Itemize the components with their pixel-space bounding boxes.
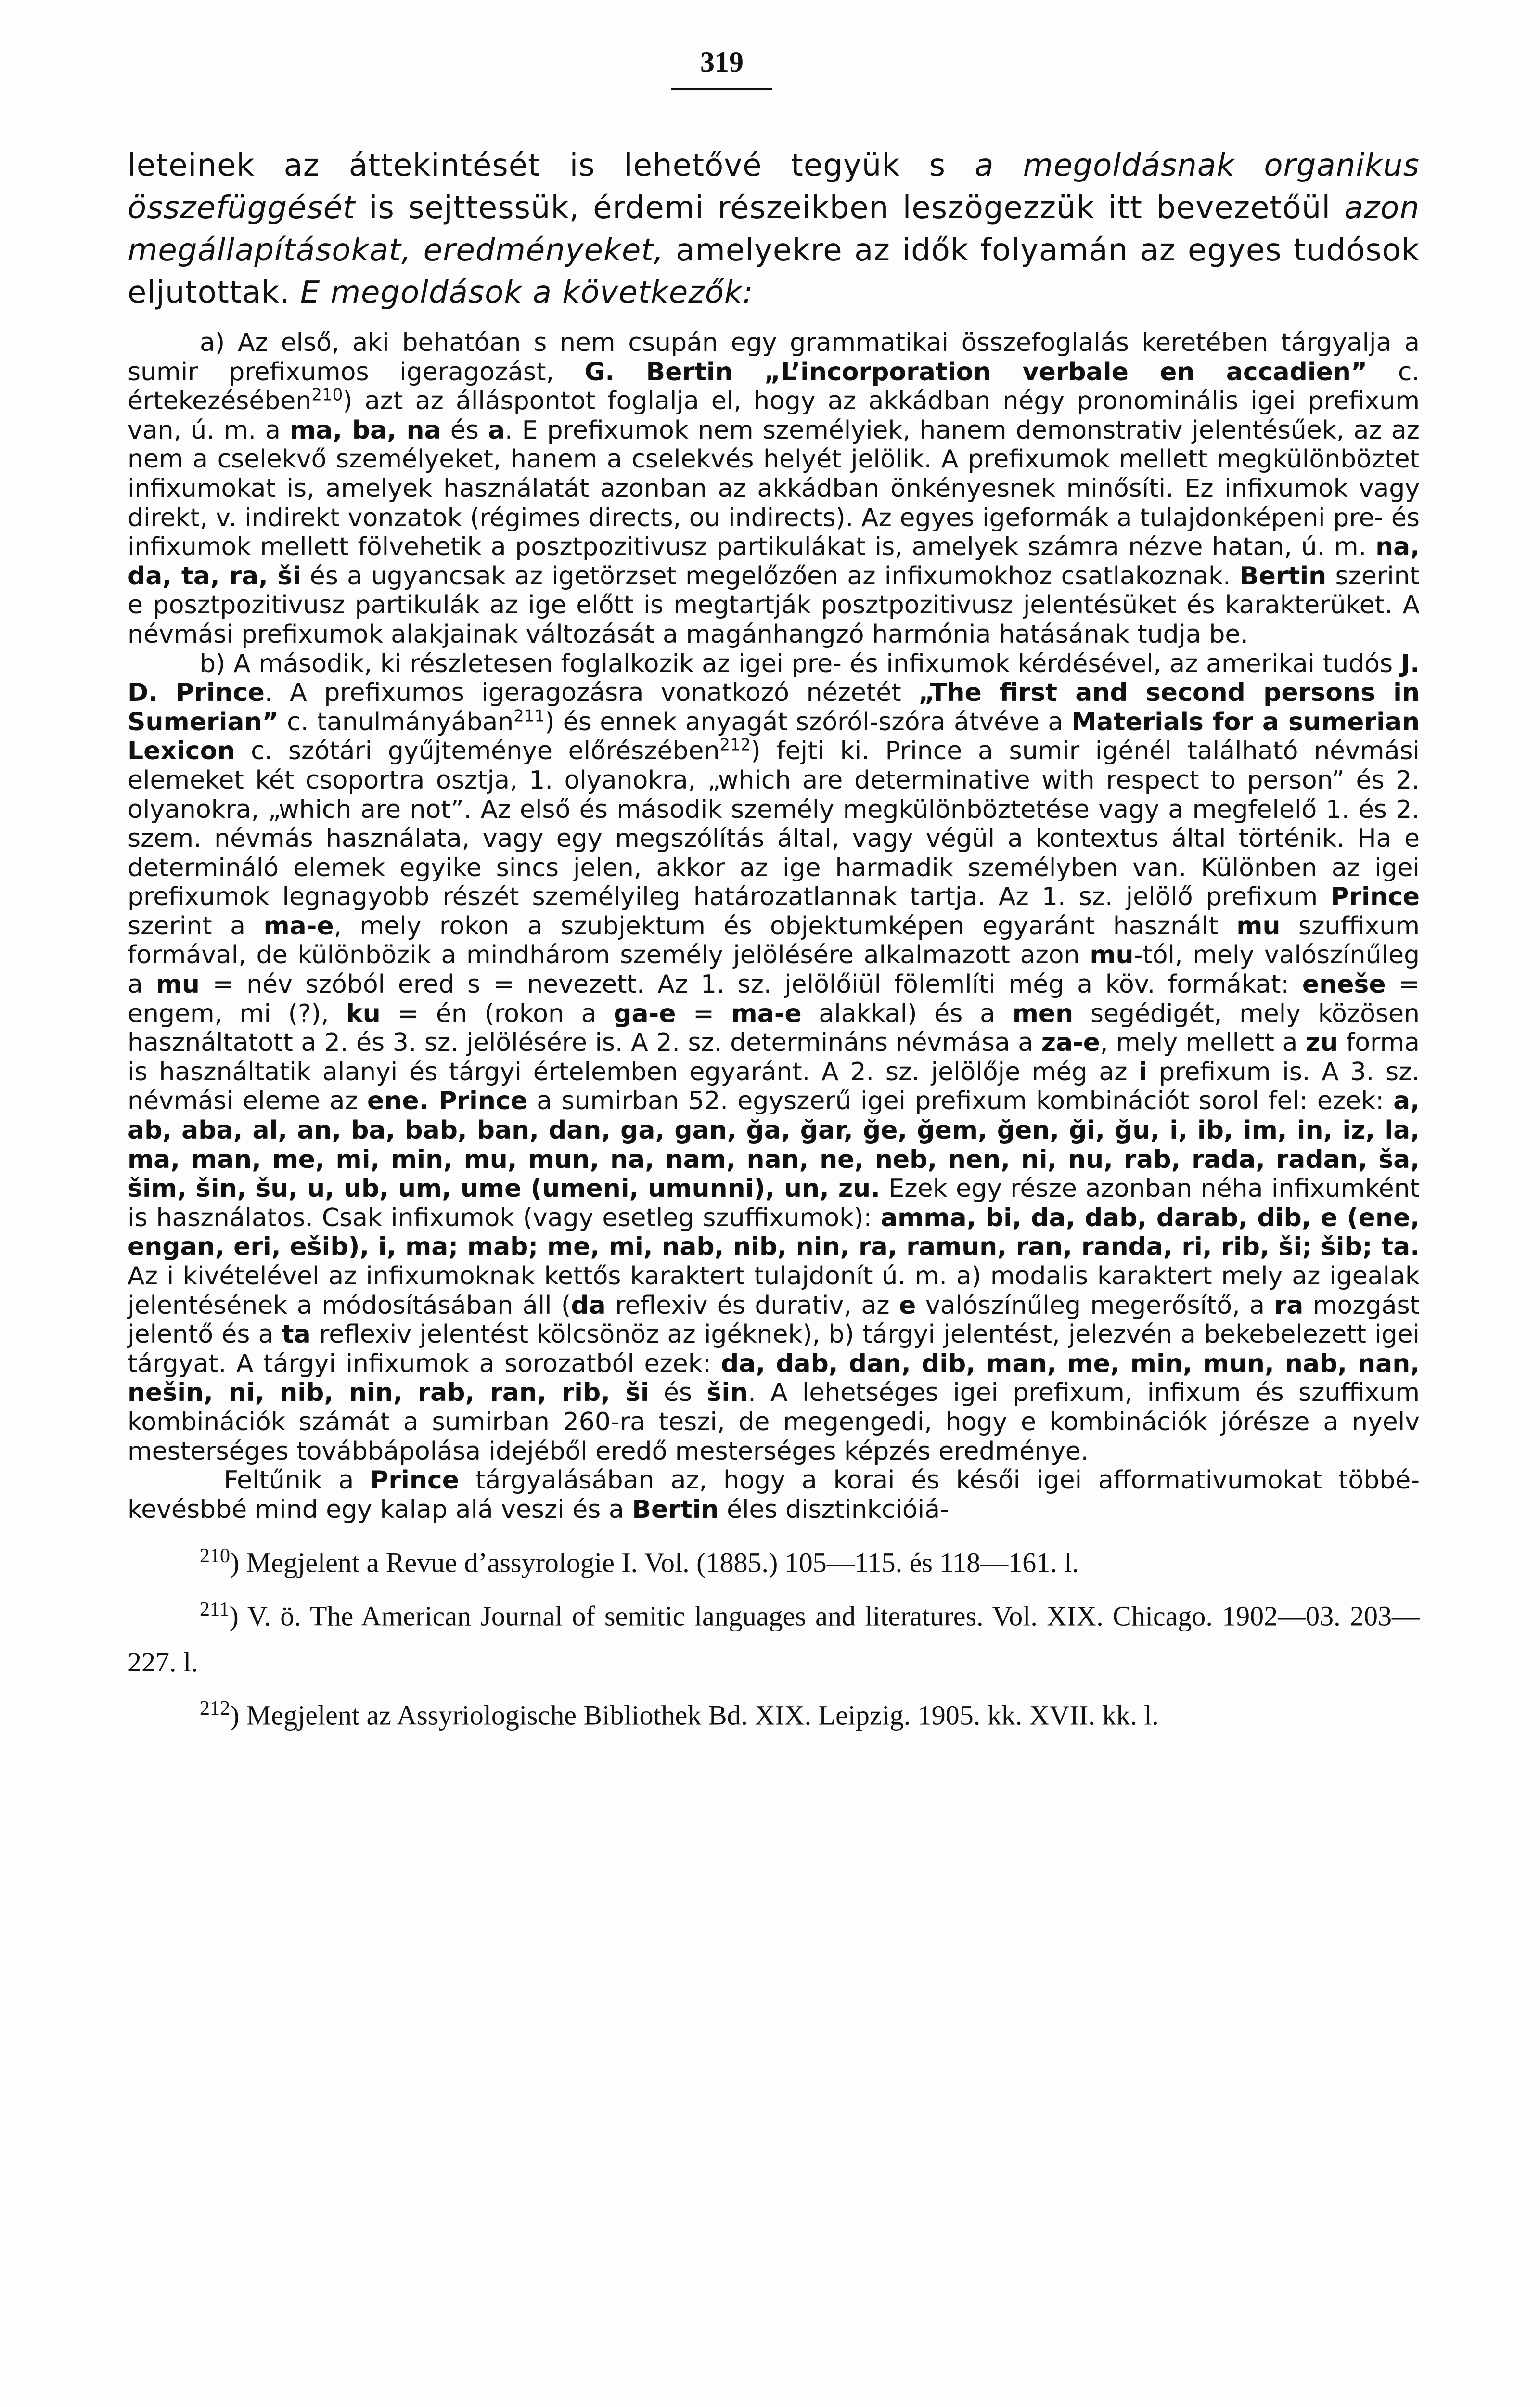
footnote-ref-210: 210 [311,385,343,405]
closing-text: éles disztinkcióiá- [719,1495,949,1524]
section-b-text: = [676,999,732,1028]
section-b-bold: eneše [1302,970,1386,999]
intro-italic-2: azon megállapításokat, eredményeket, [128,190,1420,268]
section-a-bold: ma, ba, na [290,415,441,445]
section-b-bold: ma-e [263,911,334,941]
section-b-text: szuffixum formával, de különbözik a mindhárom személy jelölésére alkalmazott azon [128,911,1420,970]
section-b-text: c. szótári gyűjteménye előrészében [235,737,720,766]
intro-italic-1: a megoldásnak organikus összefüggését [128,148,1420,226]
section-b-text: forma is használtatik alanyi és tárgyi értelemben egyaránt. A 2. sz. jelölője még az [128,1028,1420,1087]
intro-text-1: leteinek az áttekintését is lehetővé tegyük s [128,148,975,183]
footnote-212 [128,1685,1420,1738]
section-b-text: valószínűleg megerősítő, a [916,1291,1274,1320]
footnote-210 [128,1533,1420,1586]
closing-bold: Prince [370,1466,459,1495]
section-a-label: a) [200,328,225,357]
closing-paragraph [128,1466,1420,1524]
footnote-text: ) V. ö. The American Journal of semitic languages and literatures. Vol. XIX. Chicago. 1902—03. 203—227. l. [128,1600,1420,1678]
section-b-text: = én (rokon a [380,999,614,1028]
closing-text: tárgyalásában az, hogy a korai és késői igei afformativumokat többé-kevésbbé mind egy kalap alá veszi és a [128,1466,1420,1524]
section-a-bold: a [488,415,505,445]
section-b-bold: men [1012,999,1074,1028]
section-b-text: = engem, mi (?), [128,970,1420,1028]
section-b-bold: „The first and second persons in Sumerian” [128,678,1420,737]
intro-italic-3: E megoldások a következők: [300,275,754,311]
section-b-text: -tól, mely valószínűleg a [128,941,1420,999]
section-a-text: Az első, aki behatóan s nem csupán egy grammatikai összefoglalás keretében tárgyalja a sumir prefixumos igeragozást, [128,328,1420,387]
section-b-text: reflexiv jelentést kölcsönöz az igéknek), b) tárgyi jelentést, jelezvén a bekebelezett igei tárgyat. A tárgyi infixumok a sorozatból ezek: [128,1320,1420,1378]
section-b-bold: zu [1305,1028,1338,1058]
section-b-text: c. tanulmányában [278,707,514,737]
section-b-text: A második, ki részletesen foglalkozik az igei pre- és infixumok kérdésével, az amerikai tudós [225,649,1401,678]
section-b-bold: za-e [1041,1028,1100,1058]
section-a-paragraph [128,328,1420,649]
infix-list: amma, bi, da, dab, darab, dib, e (ene, engan, eri, ešib), i, ma; mab; me, mi, nab, nib, nin, ra, ramun, ran, randa, ri, rib, ši; šib; ta. [128,1203,1420,1262]
closing-bold: Bertin [632,1495,719,1524]
section-b-text: Ezek egy része azonban néha infixumként is használatos. Csak infixumok (vagy esetleg szuffixumok): [128,1174,1420,1232]
section-a-text: szerint e posztpozitivusz partikulák az ige előtt is megtartják posztpozitivusz jelentésüket és karakterüket. A névmási prefixumok alakjainak változását a magánhangzó harmónia hatásának tudja be. [128,561,1420,649]
section-b-bold: Materials for a sumerian Lexicon [128,707,1420,766]
footnote-ref-212: 212 [719,735,751,755]
section-b-text: a sumirban 52. egyszerű igei prefixum kombinációt sorol fel: ezek: [527,1087,1394,1116]
section-b-bold: ra [1274,1291,1304,1320]
closing-text: Feltűnik a [224,1466,371,1495]
page-number: 319 [700,46,744,78]
section-b-bold: mu [155,970,200,999]
intro-text-3: amelyekre az idők folyamán az egyes tudósok eljutottak. [128,233,1420,311]
section-b-bold: ku [346,999,381,1028]
section-b-bold: mu [1236,911,1281,941]
section-b-text: alakkal) és a [801,999,1013,1028]
section-b-bold: ga-e [614,999,676,1028]
section-b-bold: ene. Prince [367,1087,527,1116]
object-infix-list: da, dab, dan, dib, man, me, min, mun, nab, nan, nešin, ni, nib, nin, rab, ran, rib, ši [128,1349,1420,1408]
section-b-bold: e [899,1291,916,1320]
section-b-text: mozgást jelentő és a [128,1291,1420,1349]
section-b-paragraph [128,649,1420,1466]
section-a-text: és [441,415,488,445]
section-b-text: ) és ennek anyagát szóról-szóra átvéve a [545,707,1072,737]
section-b-text: , mely mellett a [1100,1028,1306,1058]
section-b-bold: i [1139,1057,1148,1087]
section-a-text: . E prefixumok nem személyiek, hanem demonstrativ jelentésűek, az az nem a cselekvő személyeket, hanem a cselekvés helyét jelölik. A prefixumok mellett megkülönböztet infixumokat is, amelyek használatát azonban az akkádban önkényesnek minősíti. Ez infixumok vagy direkt, v. indirekt vonzatok (régimes directs, ou indirects). Az egyes igeformák a tulajdonképeni pre- és infixumok mellett fölvehetik a posztpozitivusz partikulákat is, amelyek számra nézve hatan, ú. m. [128,415,1420,562]
section-b-bold: ta [282,1320,311,1349]
section-a-bold: na, da, ta, ra, ši [128,532,1420,591]
footnote-mark: 210 [200,1545,230,1567]
section-b-text: segédigét, mely közösen használtatott a 2. és 3. sz. jelölésére is. A 2. sz. determináns névmása a [128,999,1420,1058]
page-number-underline [671,88,772,90]
section-b-text: reflexiv és durativ, az [605,1291,899,1320]
section-b-bold: ma-e [731,999,802,1028]
footnote-211 [128,1586,1420,1685]
body-text [128,144,1420,1738]
section-b-bold: Prince [1331,882,1420,912]
section-a-text: c. értekezésében [128,357,1420,416]
section-b-text: . A lehetséges igei prefixum, infixum és szuffixum kombinációk számát a sumirban 260-ra teszi, de megengedi, hogy e kombinációk jórésze a nyelv mesterséges továbbápolása idejéből eredő mesterséges képzés eredménye. [128,1378,1420,1466]
section-b-text: , mely rokon a szubjektum és objektumképen egyaránt használt [334,911,1237,941]
intro-paragraph [128,144,1420,314]
section-b-bold: šin [706,1378,748,1408]
section-b-bold: da [571,1291,606,1320]
section-b-text: szerint a [128,911,264,941]
section-a-bold: G. Bertin „L’incorporation verbale en accadien” [584,357,1368,387]
section-b-text: Az i kivételével az infixumoknak kettős karaktert tulajdonít ú. m. a) modalis karaktert mely az igealak jelentésének a módosításában áll ( [128,1262,1420,1320]
section-b-label: b) [200,649,226,678]
section-b-text: prefixum is. A 3. sz. névmási eleme az [128,1057,1420,1116]
intro-text-2: is sejttessük, érdemi részeikben leszögezzük itt bevezetőül [355,190,1345,226]
footnote-text: ) Megjelent az Assyriologische Bibliothek Bd. XIX. Leipzig. 1905. kk. XVII. kk. l. [230,1699,1159,1731]
section-b-text: ) fejti ki. Prince a sumir igénél található névmási elemeket két csoportra osztja, 1. olyanokra, „which are determinative with respect to person” és 2. olyanokra, „which are not”. Az első és második személy megkülönböztetése vagy a megfelelő 1. és 2. szem. névmás használata, vagy egy megszólítás által, vagy végül a kontextus által történik. Ha e determináló elemek egyike sincs jelen, akkor az ige harmadik személyben van. Különben az igei prefixumok legnagyobb részét személyileg határozatlannak tartja. Az 1. sz. jelölő prefixum [128,737,1420,912]
section-b-bold: mu [1090,941,1134,970]
section-a-text: és a ugyancsak az igetörzset megelőzően az infixumokhoz csatlakoznak. [301,561,1240,591]
section-b-text: és [649,1378,707,1408]
footnote-mark: 211 [200,1598,230,1620]
footnote-text: ) Megjelent a Revue d’assyrologie I. Vol. (1885.) 105—115. és 118—161. l. [230,1547,1079,1579]
section-b-text: = név szóból ered s = nevezett. Az 1. sz. jelölőiül fölemlíti még a köv. formákat: [199,970,1302,999]
footnotes [128,1533,1420,1738]
footnote-mark: 212 [200,1697,230,1720]
section-a-text: ) azt az álláspontot foglalja el, hogy az akkádban négy pronominális igei prefixum van, ú. m. a [128,387,1420,445]
section-b-bold: J. D. Prince [128,649,1420,708]
prefix-list: a, ab, aba, al, an, ba, bab, ban, dan, ga, gan, ğa, ğar, ğe, ğem, ğen, ği, ğu, i, ib, im, in, iz, la, ma, man, me, mi, min, mu, mun, na, nam, nan, ne, neb, nen, ni, nu, rab, rada, radan, ša, šim, šin, šu, u, ub, um, ume (umeni, umunni), un, zu. [128,1087,1420,1204]
footnote-ref-211: 211 [513,706,545,726]
section-b-text: . A prefixumos igeragozásra vonatkozó nézetét [264,678,919,708]
section-a-bold: Bertin [1239,561,1327,591]
